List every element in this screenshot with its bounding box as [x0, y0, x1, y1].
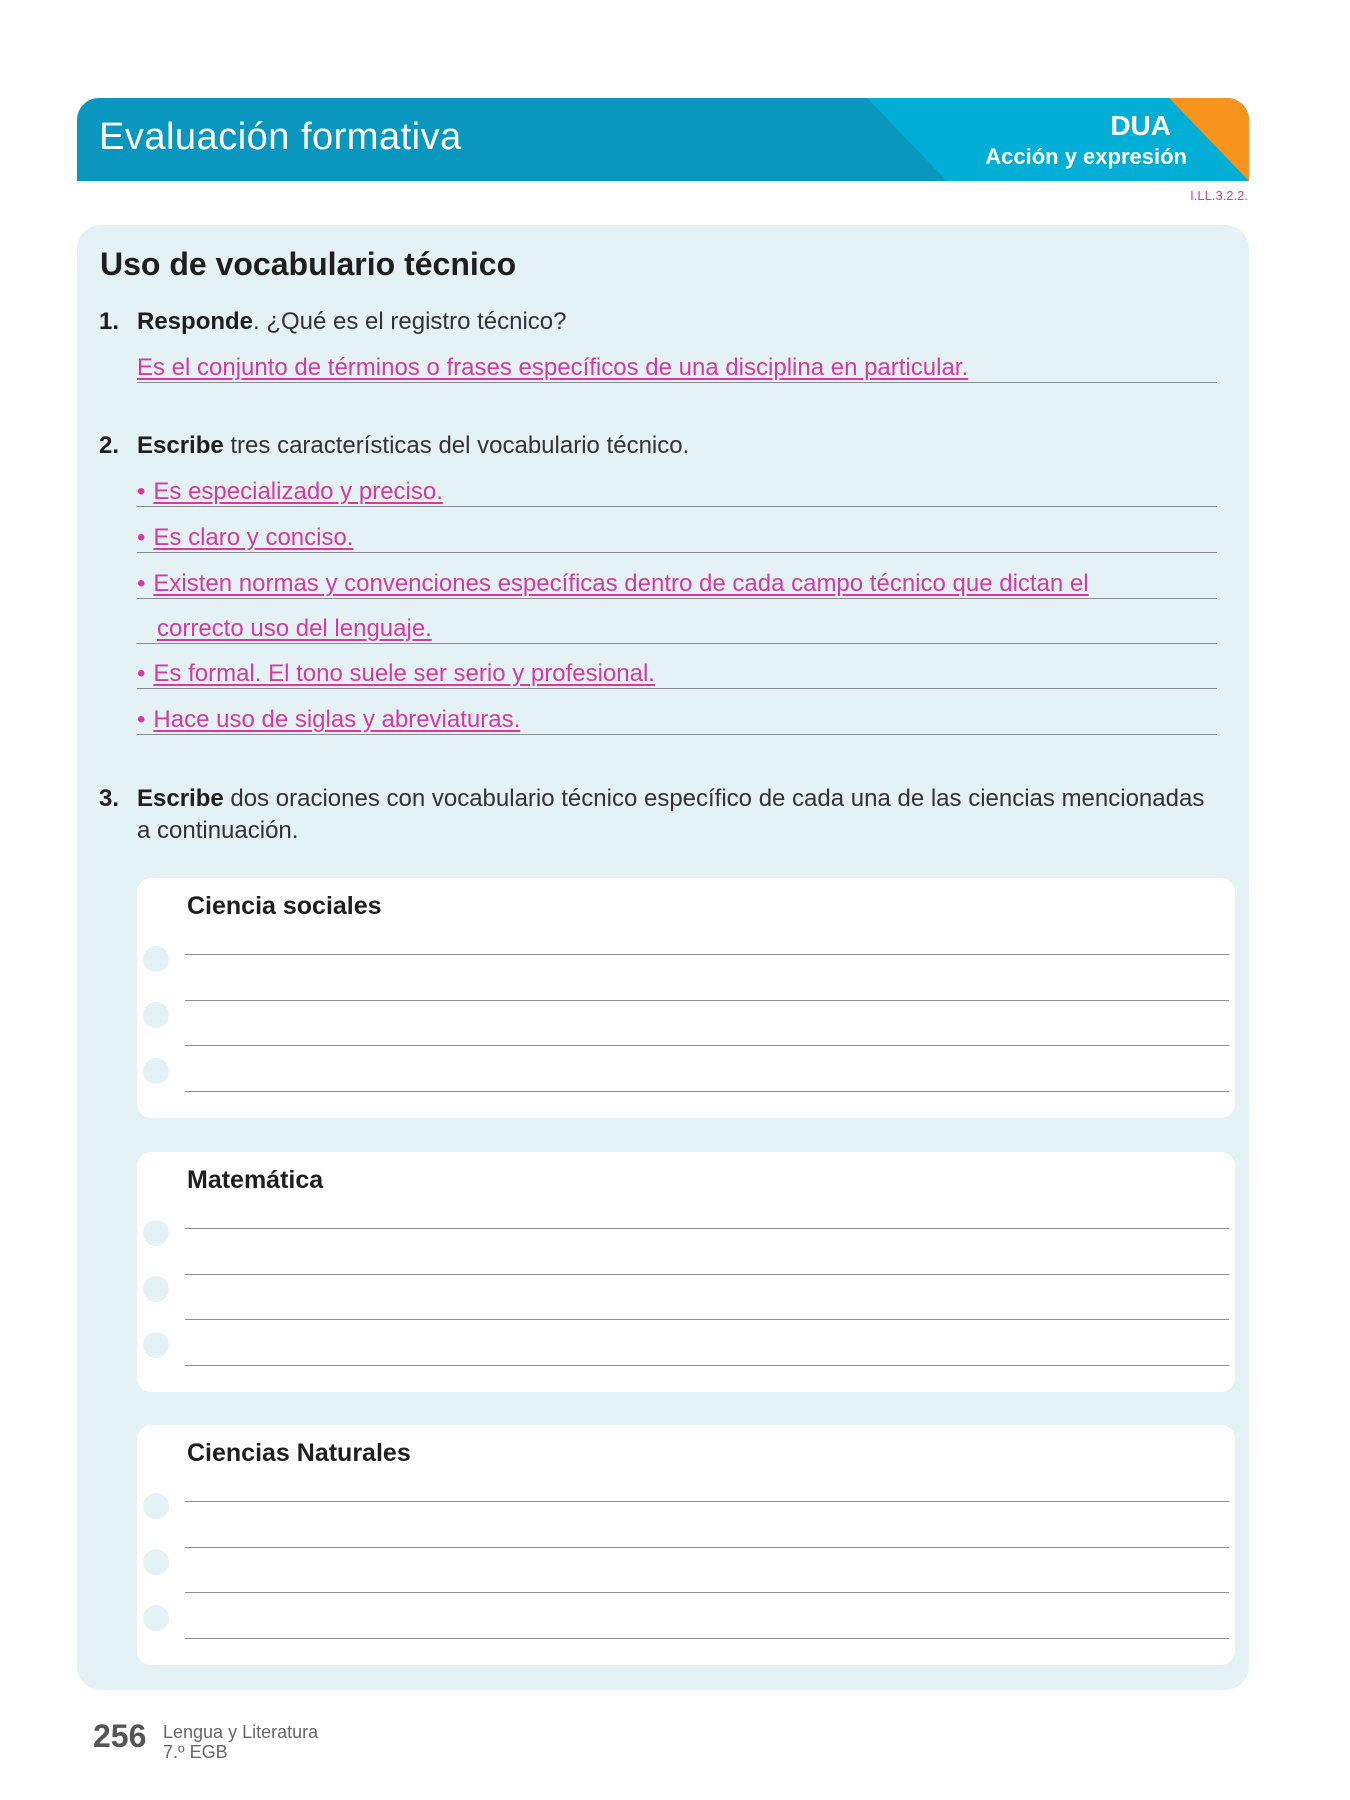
card-matematica [137, 1152, 1235, 1392]
binder-hole [143, 1605, 169, 1631]
page-number: 256 [93, 1718, 147, 1754]
question-text: dos oraciones con vocabulario técnico específico de cada una de las ciencias mencionadas [223, 785, 1205, 812]
answer-line[interactable] [137, 656, 1217, 689]
answer-line[interactable] [137, 702, 1217, 735]
binder-hole [143, 946, 169, 972]
grade-label: 7.º EGB [163, 1742, 228, 1762]
question-2 [99, 430, 690, 462]
dua-subtitle: Acción y expresión [985, 144, 1187, 169]
answer-line[interactable] [137, 474, 1217, 507]
page-title: Evaluación formativa [99, 116, 462, 158]
binder-hole [143, 1220, 169, 1246]
writing-line[interactable] [185, 1274, 1229, 1275]
answer-text [137, 570, 1089, 598]
subject-name: Lengua y Literatura [163, 1722, 319, 1742]
bullet-icon: • [137, 478, 146, 505]
answer-item: Existen normas y convenciones específicas dentro de cada campo técnico que dictan el [153, 570, 1089, 597]
writing-line[interactable] [185, 1228, 1229, 1229]
question-text: . ¿Qué es el registro técnico? [253, 308, 567, 335]
question-number: 1. [99, 308, 120, 335]
card-ciencias-sociales [137, 878, 1235, 1118]
writing-line[interactable] [185, 954, 1229, 955]
bullet-icon: • [137, 706, 146, 733]
card-title: Ciencia sociales [187, 892, 382, 920]
binder-hole [143, 1332, 169, 1358]
question-number: 3. [99, 785, 120, 812]
writing-line[interactable] [185, 1000, 1229, 1001]
answer-text: correcto uso del lenguaje. [157, 615, 432, 642]
footer-subject [163, 1722, 318, 1762]
writing-line[interactable] [185, 1045, 1229, 1046]
writing-line[interactable] [185, 1365, 1229, 1366]
binder-hole [143, 1549, 169, 1575]
answer-text [137, 478, 443, 506]
card-title: Ciencias Naturales [187, 1439, 411, 1467]
question-1 [99, 306, 567, 338]
dua-title: DUA [1110, 110, 1171, 141]
bullet-icon: • [137, 524, 146, 551]
answer-text [137, 660, 655, 688]
question-text: tres características del vocabulario técnico. [223, 432, 690, 459]
bullet-icon: • [137, 660, 146, 687]
card-ciencias-naturales [137, 1425, 1235, 1665]
card-title: Matemática [187, 1166, 324, 1194]
binder-hole [143, 1058, 169, 1084]
answer-item: Es especializado y preciso. [153, 478, 443, 505]
section-title: Uso de vocabulario técnico [100, 246, 517, 282]
question-3 [99, 783, 1237, 847]
answer-line[interactable] [137, 520, 1217, 553]
binder-hole [143, 1276, 169, 1302]
answer-item: Es formal. El tono suele ser serio y profesional. [153, 660, 655, 687]
answer-text [137, 524, 353, 552]
writing-line[interactable] [185, 1091, 1229, 1092]
answer-item: Es claro y conciso. [153, 524, 354, 551]
indicator-code: I.LL.3.2.2. [1190, 188, 1248, 203]
binder-hole [143, 1493, 169, 1519]
answer-text: Es el conjunto de términos o frases específicos de una disciplina en particular. [137, 354, 969, 381]
answer-item: Hace uso de siglas y abreviaturas. [153, 706, 521, 733]
writing-line[interactable] [185, 1638, 1229, 1639]
question-text-continued: a continuación. [137, 817, 299, 844]
question-keyword: Escribe [137, 432, 224, 459]
answer-line[interactable] [137, 566, 1217, 599]
question-keyword: Escribe [137, 785, 224, 812]
answer-line[interactable] [137, 611, 1217, 644]
writing-line[interactable] [185, 1319, 1229, 1320]
answer-text [137, 706, 520, 734]
writing-line[interactable] [185, 1547, 1229, 1548]
question-number: 2. [99, 432, 120, 459]
question-keyword: Responde [137, 308, 254, 335]
writing-line[interactable] [185, 1592, 1229, 1593]
writing-line[interactable] [185, 1501, 1229, 1502]
bullet-icon: • [137, 570, 146, 597]
binder-hole [143, 1002, 169, 1028]
answer-line[interactable] [137, 350, 1217, 383]
header-bar [77, 98, 1249, 181]
